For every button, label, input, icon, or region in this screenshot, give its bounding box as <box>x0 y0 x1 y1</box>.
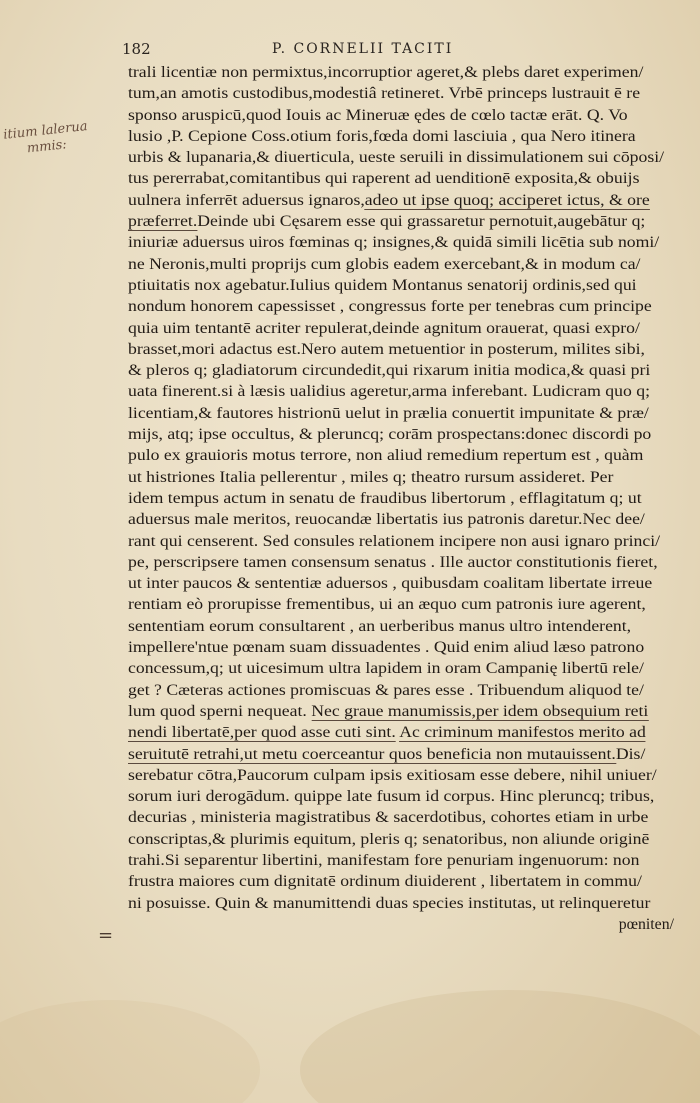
text-line <box>128 467 700 488</box>
catchword: pœniten/ <box>618 915 674 933</box>
marginal-note-line: mmis: <box>26 137 68 157</box>
marginal-note-line: itium lalerua <box>2 119 89 143</box>
text-segment: aduersus male meritos, reuocandæ libertatis ius patronis daretur.Nec dee/ <box>128 511 645 529</box>
marginal-mark: = <box>98 925 114 946</box>
text-line <box>128 807 700 828</box>
text-line <box>128 722 700 743</box>
text-line <box>128 573 700 594</box>
text-line <box>128 701 700 722</box>
text-segment: sorum iuri derogādum. quippe late fusum id corpus. Hinc pleruncq; tribus, <box>128 788 655 806</box>
text-segment: Deinde ubi Cęsarem esse qui grassaretur pernotuit,augebātur q; <box>197 213 646 231</box>
underlined-passage: Ac criminum manifestos merito ad <box>399 724 646 742</box>
body-text <box>128 62 688 935</box>
text-segment: concessum,q; ut uicesimum ultra lapidem in oram Campanię libertū rele/ <box>128 660 644 678</box>
text-line <box>128 190 700 211</box>
text-segment: rant qui censerent. Sed consules relationem incipere non ausi ignaro princi/ <box>128 532 661 550</box>
text-segment: & pleros q; gladiatorum circundedit,qui rixarum initia modica,& quasi pri <box>128 362 651 380</box>
page-header <box>122 40 682 60</box>
text-segment: decurias , ministeria magistratibus & sacerdotibus, cohortes etiam in urbe <box>128 809 649 827</box>
text-line <box>128 296 700 317</box>
text-line <box>128 381 700 402</box>
text-line <box>128 403 700 424</box>
text-line <box>128 829 700 850</box>
text-line <box>128 637 700 658</box>
text-line <box>128 680 700 701</box>
text-line <box>128 488 700 509</box>
text-line <box>128 360 700 381</box>
text-line <box>128 254 700 275</box>
text-line <box>128 168 700 189</box>
text-line <box>128 871 700 892</box>
text-line <box>128 850 700 871</box>
text-segment: sponso aruspicū,quod Iouis ac Mineruæ ędes de cœlo tactæ erāt. Q. Vo <box>128 106 628 124</box>
text-line <box>128 62 700 83</box>
text-line <box>128 744 700 765</box>
text-line <box>128 445 700 466</box>
text-segment: nondum honorem capessisset , congressus forte per tenebras cum principe <box>128 298 652 316</box>
text-segment: Dis/ <box>615 745 646 763</box>
water-stain <box>0 1000 260 1103</box>
text-segment: ptiuitatis nox agebatur.Iulius quidem Montanus senatorij ordinis,sed qui <box>128 276 637 294</box>
text-line <box>128 552 700 573</box>
text-line <box>128 424 700 445</box>
marginal-note <box>3 116 116 159</box>
text-segment: idem tempus actum in senatu de fraudibus libertorum , efflagitatum q; ut <box>128 489 642 507</box>
text-segment: brasset,mori adactus est.Nero autem metuentior in posterum, milites sibi, <box>128 340 645 358</box>
text-line <box>128 765 700 786</box>
text-segment: lusio ,P. Cepione Coss.otium foris,fœda domi lasciuia , qua Nero itinera <box>128 127 636 145</box>
text-line <box>128 318 700 339</box>
text-segment: sententiam eorum consultarent , an uerberibus manus ultro intenderent, <box>128 617 632 635</box>
text-segment: mijs, atq; ipse occultus, & pleruncq; corām prospectans:donec discordi po <box>128 426 652 444</box>
text-segment: frustra maiores cum dignitatē ordinum diuiderent , libertatem in commu/ <box>128 873 642 891</box>
underlined-passage: Nec graue manumissis,per idem obsequium reti <box>311 702 649 720</box>
text-segment: quia uim tentantē acriter repulerat,deinde agnitum orauerat, quasi expro/ <box>128 319 640 337</box>
underlined-passage: seruitutē retrahi,ut metu coerceantur quos beneficia non mutauissent. <box>128 745 616 763</box>
text-line <box>128 275 700 296</box>
text-line <box>128 105 700 126</box>
text-line <box>128 232 700 253</box>
text-line <box>128 126 700 147</box>
text-line <box>128 616 700 637</box>
text-line <box>128 658 700 679</box>
text-line <box>128 147 700 168</box>
text-segment: urbis & lupanaria,& diuerticula, ueste seruili in dissimulationem sui cōposi/ <box>128 149 665 167</box>
text-segment: iniuriæ aduersus uiros fœminas q; insignes,& quidā simili licētia sub nomi/ <box>128 234 660 252</box>
text-segment: ni posuisse. Quin & manumittendi duas species institutas, ut relinqueretur <box>128 894 651 912</box>
text-segment: pe, perscripsere tamen consensum senatus . Ille auctor constitutionis fieret, <box>128 553 658 571</box>
text-line <box>128 531 700 552</box>
text-line <box>128 211 700 232</box>
text-segment: uata finerent.si à læsis ualidius ageretur,arma inferebant. Ludicram quo q; <box>128 383 651 401</box>
text-segment: trali licentiæ non permixtus,incorruptior ageret,& plebs daret experimen/ <box>128 64 644 81</box>
text-segment: ne Neronis,multi proprijs cum globis eadem exercebant,& in modum ca/ <box>128 255 641 273</box>
text-segment: ut inter paucos & sententiæ aduersos , quibusdam coalitam libertate irreue <box>128 575 653 593</box>
text-line <box>128 509 700 530</box>
text-segment: tus pererrabat,comitantibus qui raperent ad uenditionē exposita,& obuijs <box>128 170 640 188</box>
text-line <box>128 594 700 615</box>
text-segment: tum,an amotis custodibus,modestiâ retineret. Vrbē princeps lustrauit ē re <box>128 85 641 103</box>
running-title: P. CORNELII TACITI <box>272 41 454 57</box>
text-line <box>128 339 700 360</box>
underlined-passage: præferret. <box>128 213 198 231</box>
text-segment: pulo ex grauioris motus terrore, non aliud remedium repertum est , quàm <box>128 447 644 465</box>
text-segment: serebatur cōtra,Paucorum culpam ipsis exitiosam esse debere, nihil uniuer/ <box>128 766 657 784</box>
text-line <box>128 786 700 807</box>
text-segment: impellere'ntue pœnam suam dissuadentes . Quid enim aliud læso patrono <box>128 639 645 657</box>
text-segment: trahi.Si separentur libertini, manifestam fore penuriam ingenuorum: non <box>128 851 640 869</box>
text-line <box>128 893 700 914</box>
underlined-passage: adeo ut ipse quoq; acciperet ictus, & ore <box>364 191 650 209</box>
text-segment: uulnera inferrēt aduersus ignaros, <box>128 191 365 209</box>
text-segment: conscriptas,& plurimis equitum, pleris q; senatoribus, non aliunde originē <box>128 830 650 848</box>
underlined-passage: nendi libertatē,per quod asse cuti sint. <box>128 724 396 742</box>
water-stain <box>300 990 700 1103</box>
text-segment: licentiam,& fautores histrionū uelut in prælia conuertit impunitate & præ/ <box>128 404 649 422</box>
text-line <box>128 83 700 104</box>
text-segment: ut histriones Italia pellerentur , miles q; theatro rursum assideret. Per <box>128 468 614 486</box>
text-segment: lum quod sperni nequeat. <box>128 702 312 720</box>
text-segment: get ? Cæteras actiones promiscuas & pares esse . Tribuendum aliquod te/ <box>128 681 644 699</box>
text-segment: rentiam eò prorupisse frementibus, ui an æquo cum patronis iure agerent, <box>128 596 646 614</box>
folio-number: 182 <box>122 40 151 58</box>
